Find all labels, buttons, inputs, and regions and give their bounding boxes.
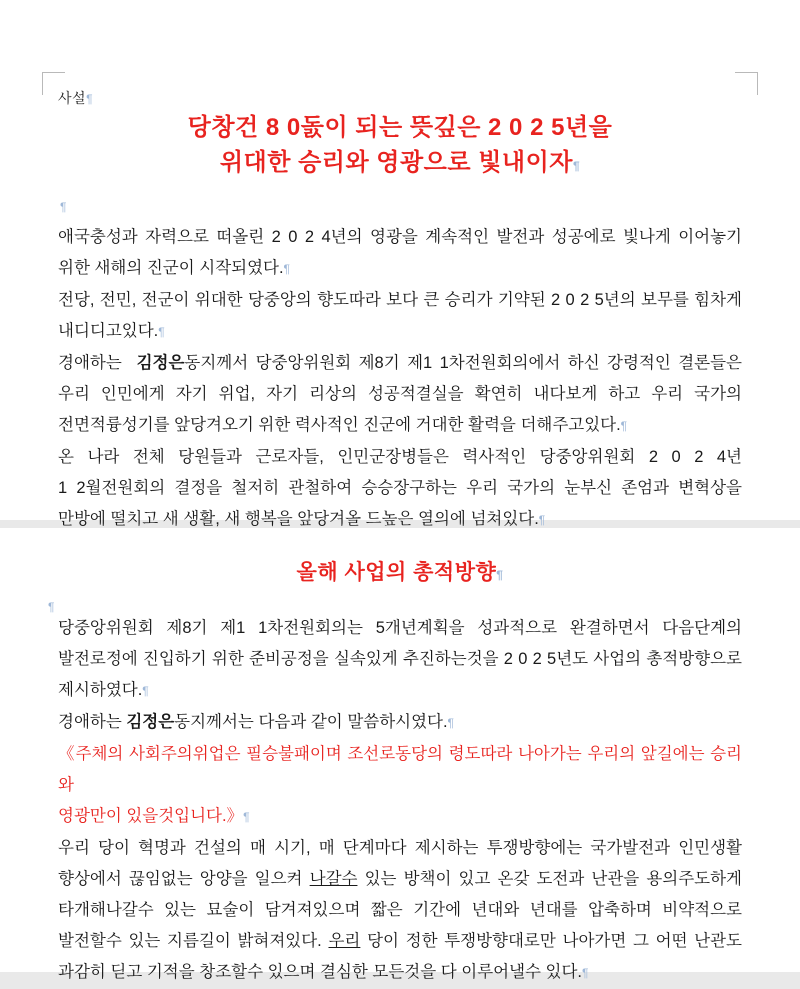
paragraph-mark-icon: ¶ (538, 513, 546, 527)
headline-line-2 (0, 145, 800, 184)
paragraph-line: 1 2월전원회의 결정을 철저히 관철하여 승승장구하는 우리 국가의 눈부신 존엄과 변혁상을 (58, 479, 742, 497)
paragraph-line (58, 957, 742, 989)
paragraph-mark-icon: ¶ (158, 325, 165, 339)
quotation (58, 739, 742, 833)
underlined-word: 나갈수 (309, 870, 358, 888)
paragraph-line-text: 제시하였다. (58, 681, 143, 699)
paragraph-line-text: 위한 새해의 진군이 시작되였다. (58, 259, 284, 277)
paragraph (58, 348, 742, 442)
paragraph (58, 285, 742, 348)
section-title-text: 올해 사업의 총적방향 (296, 561, 497, 584)
paragraph-line: 발전할수 있는 지름길이 밝혀져있다. 우리 당이 정한 투쟁방향대로만 나아가면 그 어떤 난관도 (58, 932, 742, 950)
paragraph-mark-icon: ¶ (60, 200, 67, 214)
page-title (0, 110, 800, 184)
leader-name: 김정은 (126, 713, 175, 731)
paragraph-line: 발전로정에 진입하기 위한 준비공정을 실속있게 추진하는것을 2 0 2 5년도 사업의 총적방향으로 (58, 650, 742, 668)
paragraph-line: 전당, 전민, 전군이 위대한 당중앙의 향도따라 보다 큰 승리가 기약된 2 0 2 5년의 보무를 힘차게 (58, 291, 742, 309)
paragraph-line: 우리 당이 혁명과 건설의 매 시기, 매 단계마다 제시하는 투쟁방향에는 국가발전과 인민생활 (58, 839, 742, 857)
headline-line-2-text: 위대한 승리와 영광으로 빛내이자 (219, 149, 573, 176)
paragraph-line: 애국충성과 자력으로 떠올린 2 0 2 4년의 영광을 계속적인 발전과 성공에로 빛나게 이어놓기 (58, 228, 742, 246)
paragraph-mark-icon: ¶ (86, 92, 94, 106)
paragraph-line-text: 내디디고있다. (58, 322, 159, 340)
paragraph-line: 온 나라 전체 당원들과 근로자들, 인민군장병들은 력사적인 당중앙위원회 2 0 2 4년 (58, 448, 742, 466)
section-title (0, 556, 800, 586)
paragraph-mark-icon: ¶ (243, 810, 250, 824)
paragraph (58, 833, 742, 989)
paragraph-line: 타개해나갈수 있는 묘술이 담겨져있으며 짧은 기간에 년대와 년대를 압축하며 비약적으로 (58, 901, 742, 919)
paragraph-line (58, 675, 742, 707)
editorial-label-text: 사설 (58, 90, 87, 106)
underlined-word: 우리 (328, 932, 361, 950)
paragraph (58, 613, 742, 707)
quotation-line: 《주체의 사회주의위업은 필승불패이며 조선로동당의 령도따라 나아가는 우리의 앞길에는 승리와 (58, 745, 742, 794)
document-page-2 (0, 528, 800, 981)
paragraph-line: 경애하는 김정은동지께서는 다음과 같이 말씀하시였다.¶ (58, 713, 454, 731)
paragraph-mark-icon: ¶ (582, 966, 589, 980)
headline-line-1: 당창건 8 0돐이 되는 뜻깊은 2 0 2 5년을 (187, 114, 613, 141)
paragraph-line (58, 410, 742, 442)
paragraph-mark-icon: ¶ (142, 684, 149, 698)
paragraph-mark-icon: ¶ (620, 419, 628, 433)
quotation-line-text: 영광만이 있을것입니다.》 (58, 807, 244, 825)
leader-name: 김정은 (136, 354, 185, 372)
paragraph-line-text: 과감히 딛고 기적을 창조할수 있으며 결심한 모든것을 다 이루어낼수 있다. (58, 963, 583, 981)
paragraph-mark-icon: ¶ (48, 600, 55, 614)
paragraph-mark-icon: ¶ (283, 262, 290, 276)
paragraph-line (58, 316, 742, 348)
paragraph-line: 경애하는 김정은동지께서 당중앙위원회 제8기 제1 1차전원회의에서 하신 강령적인 결론들은 (58, 354, 742, 372)
paragraph-line: 향상에서 끊임없는 앙양을 일으켜 나갈수 있는 방책이 있고 온갖 도전과 난관을 용의주도하게 (58, 870, 743, 888)
paragraph (58, 707, 742, 739)
paragraph (58, 222, 742, 285)
paragraph-line-text: 만방에 떨치고 새 생활, 새 행복을 앞당겨올 드높은 열의에 넘쳐있다. (58, 510, 539, 528)
editorial-label (58, 88, 93, 108)
crop-mark-top-right (735, 72, 758, 95)
quotation-line (58, 801, 742, 833)
paragraph-line-text: 전면적륭성기를 앞당겨오기 위한 력사적인 진군에 거대한 활력을 더해주고있다. (58, 416, 621, 434)
paragraph (58, 442, 742, 536)
page-2-body (58, 613, 742, 989)
paragraph-mark-icon: ¶ (447, 716, 454, 730)
paragraph-mark-icon: ¶ (572, 159, 581, 173)
paragraph-mark-icon: ¶ (496, 568, 504, 582)
paragraph-line: 우리 인민에게 자기 위업, 자기 리상의 성공적결실을 확연히 내다보게 하고 우리 국가의 (58, 385, 742, 403)
paragraph-line: 당중앙위원회 제8기 제1 1차전원회의는 5개년계획을 성과적으로 완결하면서 다음단계의 (58, 619, 742, 637)
paragraph-line (58, 253, 742, 285)
page-1-body (58, 222, 742, 536)
